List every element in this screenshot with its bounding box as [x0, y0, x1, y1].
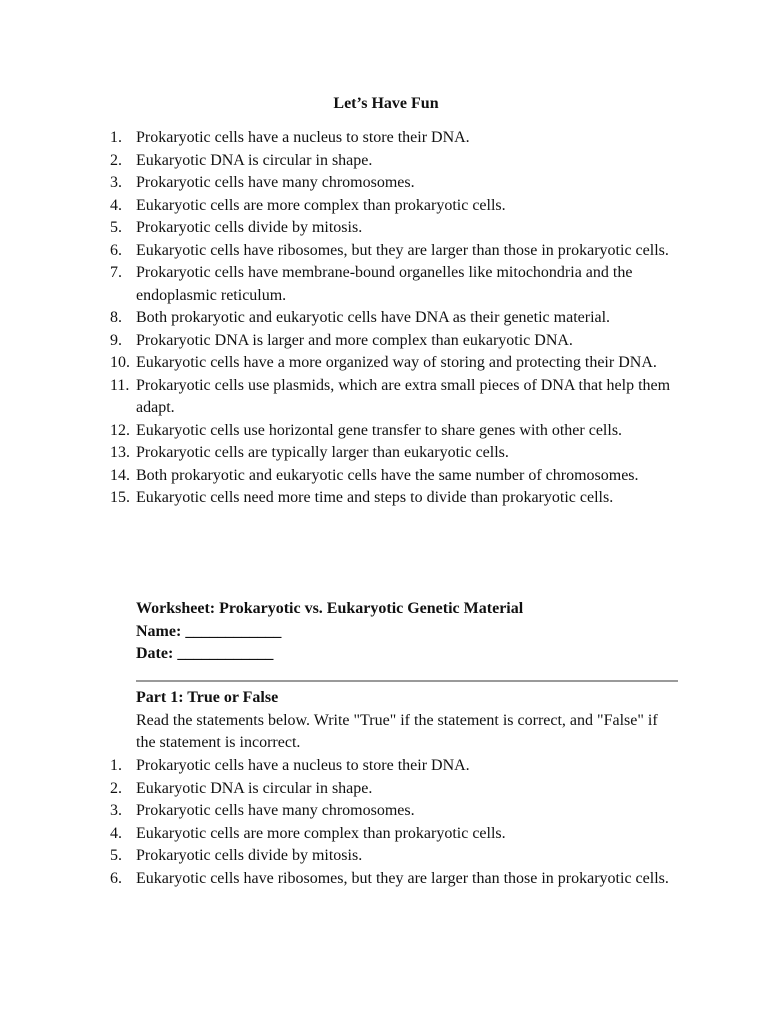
worksheet-title: Worksheet: Prokaryotic vs. Eukaryotic Genetic Material — [136, 600, 524, 617]
item-number: 10. — [110, 354, 130, 371]
item-number: 1. — [110, 757, 122, 774]
part1-header — [136, 687, 676, 755]
item-text: Prokaryotic cells use plasmids, which are extra small pieces of DNA that help them adapt. — [136, 376, 671, 416]
item-number: 5. — [110, 219, 122, 236]
date-line: Date: ____________ — [136, 645, 274, 662]
item-text: Prokaryotic DNA is larger and more complex than eukaryotic DNA. — [136, 331, 573, 349]
list-item — [110, 217, 680, 240]
item-number: 6. — [110, 241, 122, 259]
item-text: Eukaryotic DNA is circular in shape. — [136, 151, 373, 169]
item-text: Eukaryotic cells have a more organized way of storing and protecting their DNA. — [136, 354, 657, 371]
list-item — [110, 442, 680, 465]
item-text: Prokaryotic cells have membrane-bound organelles like mitochondria and the endoplasmic reticulum. — [136, 264, 633, 304]
list-item — [110, 465, 680, 488]
item-number: 2. — [110, 151, 122, 169]
item-number: 14. — [110, 466, 130, 484]
item-text: Prokaryotic cells divide by mitosis. — [136, 847, 363, 864]
item-number: 5. — [110, 847, 122, 864]
item-text: Both prokaryotic and eukaryotic cells have the same number of chromosomes. — [136, 466, 639, 484]
item-text: Prokaryotic cells have many chromosomes. — [136, 174, 415, 191]
item-text: Eukaryotic cells have ribosomes, but they are larger than those in prokaryotic cells. — [136, 241, 669, 259]
item-text: Prokaryotic cells have many chromosomes. — [136, 802, 415, 819]
list-item — [110, 240, 680, 263]
item-text: Both prokaryotic and eukaryotic cells have DNA as their genetic material. — [136, 309, 611, 326]
item-number: 4. — [110, 824, 122, 842]
item-number: 8. — [110, 309, 122, 326]
item-number: 12. — [110, 421, 130, 439]
item-number: 2. — [110, 779, 122, 797]
item-number: 13. — [110, 444, 130, 461]
item-text: Eukaryotic cells use horizontal gene transfer to share genes with other cells. — [136, 421, 623, 439]
list-item — [110, 800, 680, 823]
list-item — [110, 195, 680, 218]
item-number: 3. — [110, 174, 122, 191]
part1-list — [110, 755, 680, 890]
list-item — [110, 778, 680, 801]
item-number: 15. — [110, 489, 130, 506]
item-text: Prokaryotic cells are typically larger than eukaryotic cells. — [136, 444, 509, 461]
item-text: Eukaryotic cells are more complex than prokaryotic cells. — [136, 196, 506, 214]
list-item — [110, 330, 680, 353]
name-line: Name: ____________ — [136, 622, 282, 640]
item-text: Prokaryotic cells have a nucleus to store their DNA. — [136, 757, 470, 774]
list-item — [110, 352, 680, 375]
list-item — [110, 262, 680, 307]
list-item — [110, 150, 680, 173]
list-item — [110, 420, 680, 443]
list-item — [110, 755, 680, 778]
part1-heading: Part 1: True or False — [136, 689, 279, 706]
item-number: 11. — [110, 376, 130, 394]
part1-instructions: Read the statements below. Write "True" if the statement is correct, and "False" if the statement is incorrect. — [136, 711, 658, 751]
list-item — [110, 375, 680, 420]
item-text: Eukaryotic cells are more complex than prokaryotic cells. — [136, 824, 506, 842]
item-text: Eukaryotic DNA is circular in shape. — [136, 779, 373, 797]
page-title: Let’s Have Fun — [333, 95, 439, 112]
item-text: Eukaryotic cells have ribosomes, but they are larger than those in prokaryotic cells. — [136, 869, 669, 887]
item-number: 4. — [110, 196, 122, 214]
item-number: 6. — [110, 869, 122, 887]
item-number: 1. — [110, 129, 122, 146]
item-text: Eukaryotic cells need more time and steps to divide than prokaryotic cells. — [136, 489, 614, 506]
statement-list — [110, 127, 680, 510]
list-item — [110, 172, 680, 195]
item-number: 9. — [110, 331, 122, 349]
item-number: 7. — [110, 264, 122, 281]
list-item — [110, 127, 680, 150]
list-item — [110, 823, 680, 846]
list-item — [110, 845, 680, 868]
item-number: 3. — [110, 802, 122, 819]
list-item — [110, 307, 680, 330]
list-item — [110, 868, 680, 891]
worksheet-header — [136, 598, 523, 666]
horizontal-divider — [136, 680, 678, 682]
item-text: Prokaryotic cells divide by mitosis. — [136, 219, 363, 236]
list-item — [110, 487, 680, 510]
item-text: Prokaryotic cells have a nucleus to store their DNA. — [136, 129, 470, 146]
